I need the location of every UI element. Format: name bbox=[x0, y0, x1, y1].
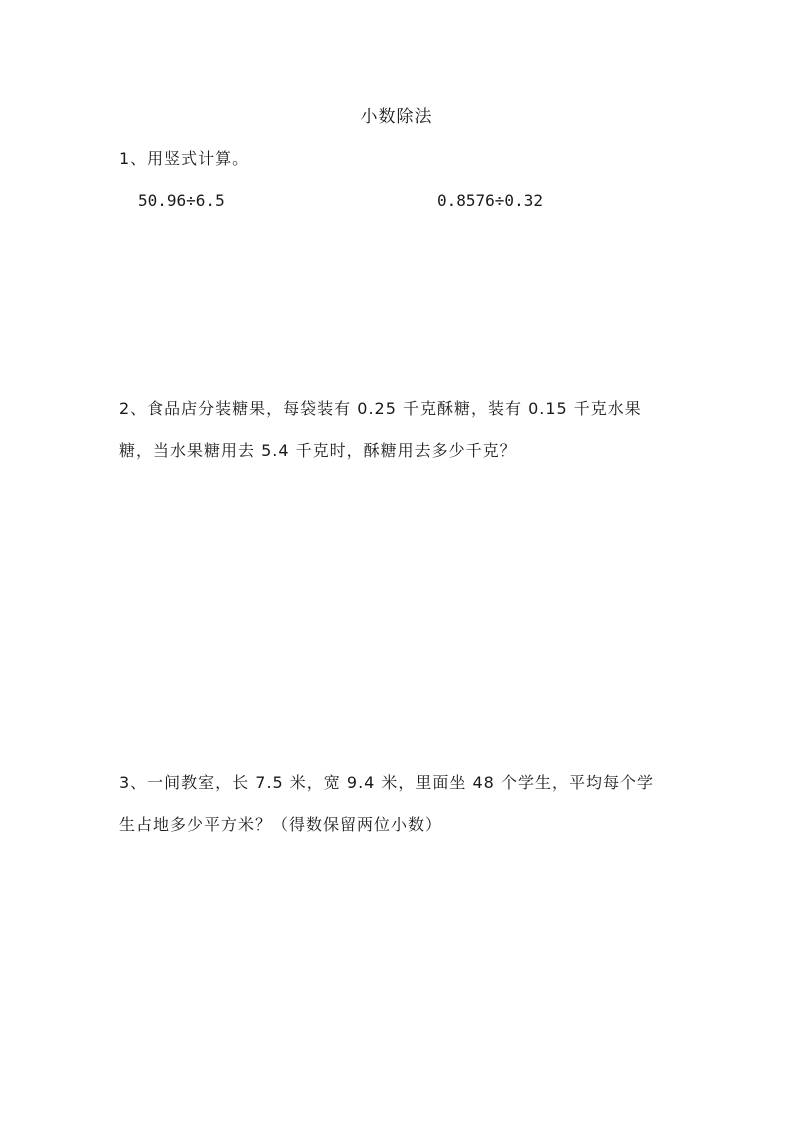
question-2-line-2: 糖，当水果糖用去 5.4 千克时，酥糖用去多少千克？ bbox=[119, 441, 517, 460]
division-expression-2: 0.8576÷0.32 bbox=[437, 191, 543, 210]
question-3-line-1: 3、一间教室，长 7.5 米，宽 9.4 米，里面坐 48 个学生，平均每个学 bbox=[119, 773, 654, 792]
division-expression-1: 50.96÷6.5 bbox=[138, 191, 225, 210]
question-2-line-1: 2、食品店分装糖果，每袋装有 0.25 千克酥糖，装有 0.15 千克水果 bbox=[119, 399, 642, 418]
page-title: 小数除法 bbox=[360, 107, 433, 127]
question-3-line-2: 生占地多少平方米？（得数保留两位小数） bbox=[119, 815, 443, 834]
question-1-heading: 1、用竖式计算。 bbox=[119, 149, 250, 168]
